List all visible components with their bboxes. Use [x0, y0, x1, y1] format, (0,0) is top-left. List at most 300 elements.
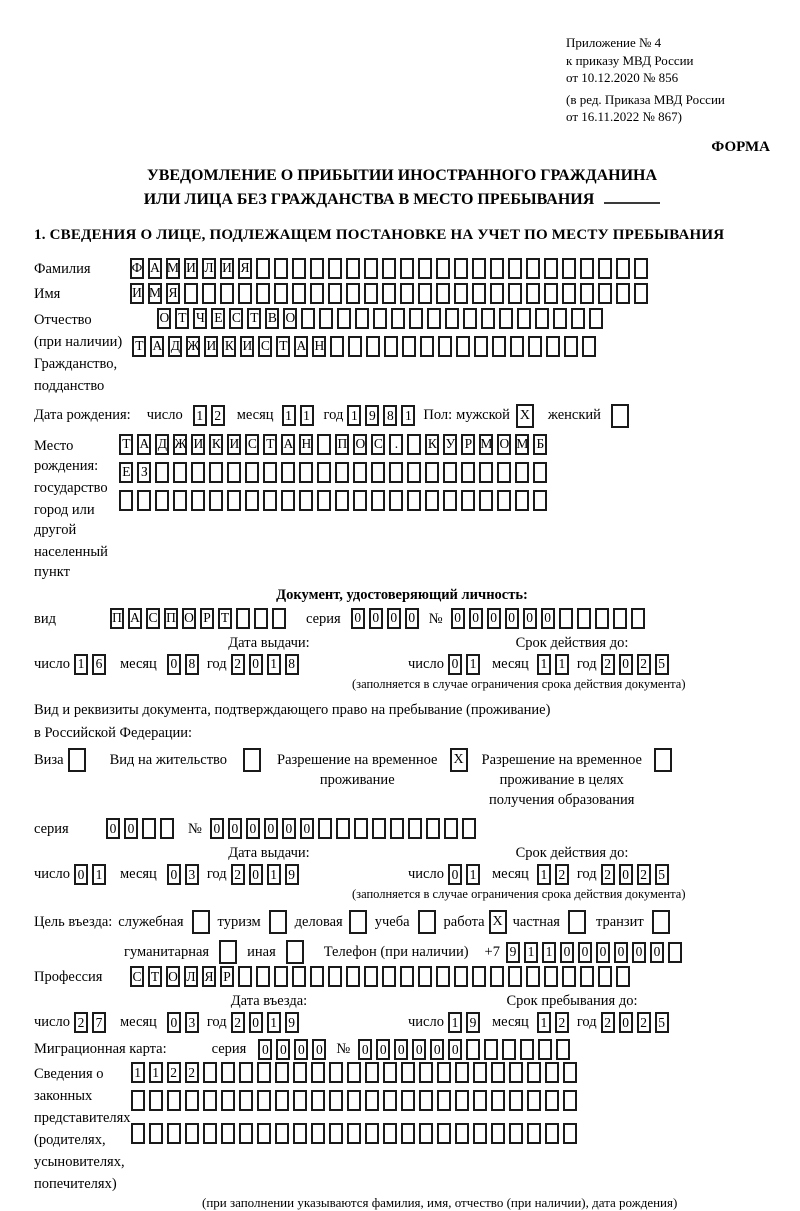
char-cell[interactable]: 0 — [596, 942, 610, 963]
char-cell[interactable]: С — [130, 966, 144, 987]
char-cell[interactable] — [137, 490, 151, 511]
char-cell[interactable] — [301, 308, 315, 329]
char-cell[interactable] — [364, 966, 378, 987]
char-cell[interactable]: О — [182, 608, 196, 629]
char-cell[interactable]: П — [164, 608, 178, 629]
char-cell[interactable] — [317, 462, 331, 483]
char-cell[interactable] — [497, 462, 511, 483]
char-cell[interactable] — [400, 283, 414, 304]
char-cell[interactable]: 0 — [448, 654, 462, 675]
char-cell[interactable] — [389, 490, 403, 511]
char-cell[interactable]: М — [479, 434, 493, 455]
char-cell[interactable]: 0 — [387, 608, 401, 629]
female-checkbox[interactable] — [611, 404, 629, 428]
char-cell[interactable] — [437, 1123, 451, 1144]
char-cell[interactable] — [454, 966, 468, 987]
char-cell[interactable] — [444, 818, 458, 839]
purpose-work-checkbox[interactable]: X — [489, 910, 507, 934]
char-cell[interactable] — [185, 1123, 199, 1144]
char-cell[interactable] — [355, 308, 369, 329]
char-cell[interactable] — [203, 1123, 217, 1144]
char-cell[interactable] — [454, 283, 468, 304]
char-cell[interactable]: Т — [148, 966, 162, 987]
char-cell[interactable]: Р — [220, 966, 234, 987]
char-cell[interactable] — [382, 283, 396, 304]
char-cell[interactable]: 1 — [466, 654, 480, 675]
char-cell[interactable] — [173, 490, 187, 511]
char-cell[interactable] — [472, 283, 486, 304]
char-cell[interactable]: 1 — [537, 654, 551, 675]
char-cell[interactable] — [598, 966, 612, 987]
char-cell[interactable]: 0 — [469, 608, 483, 629]
char-cell[interactable]: 9 — [506, 942, 520, 963]
char-cell[interactable] — [517, 308, 531, 329]
char-cell[interactable]: Ж — [173, 434, 187, 455]
char-cell[interactable] — [419, 1062, 433, 1083]
char-cell[interactable]: 0 — [560, 942, 574, 963]
char-cell[interactable] — [461, 462, 475, 483]
char-cell[interactable] — [382, 258, 396, 279]
char-cell[interactable]: О — [497, 434, 511, 455]
char-cell[interactable] — [479, 490, 493, 511]
char-cell[interactable] — [563, 1090, 577, 1111]
char-cell[interactable] — [238, 283, 252, 304]
char-cell[interactable]: В — [265, 308, 279, 329]
char-cell[interactable] — [408, 818, 422, 839]
char-cell[interactable]: Ф — [130, 258, 144, 279]
char-cell[interactable] — [463, 308, 477, 329]
char-cell[interactable] — [425, 462, 439, 483]
char-cell[interactable]: 5 — [655, 864, 669, 885]
char-cell[interactable]: 0 — [74, 864, 88, 885]
char-cell[interactable] — [613, 608, 627, 629]
char-cell[interactable]: 0 — [210, 818, 224, 839]
char-cell[interactable]: 0 — [619, 654, 633, 675]
char-cell[interactable] — [383, 1123, 397, 1144]
char-cell[interactable] — [209, 462, 223, 483]
char-cell[interactable]: 2 — [555, 1012, 569, 1033]
char-cell[interactable] — [595, 608, 609, 629]
char-cell[interactable] — [456, 336, 470, 357]
char-cell[interactable] — [631, 608, 645, 629]
char-cell[interactable] — [263, 462, 277, 483]
char-cell[interactable] — [384, 336, 398, 357]
char-cell[interactable] — [364, 283, 378, 304]
char-cell[interactable]: 1 — [448, 1012, 462, 1033]
char-cell[interactable] — [371, 462, 385, 483]
char-cell[interactable]: Т — [132, 336, 146, 357]
char-cell[interactable] — [239, 1123, 253, 1144]
char-cell[interactable] — [427, 308, 441, 329]
char-cell[interactable]: Я — [202, 966, 216, 987]
char-cell[interactable] — [582, 336, 596, 357]
char-cell[interactable] — [203, 1090, 217, 1111]
char-cell[interactable] — [336, 818, 350, 839]
char-cell[interactable]: Я — [238, 258, 252, 279]
char-cell[interactable] — [436, 966, 450, 987]
char-cell[interactable] — [407, 434, 421, 455]
char-cell[interactable]: Е — [119, 462, 133, 483]
char-cell[interactable]: 1 — [193, 405, 207, 426]
char-cell[interactable] — [275, 1123, 289, 1144]
char-cell[interactable] — [275, 1090, 289, 1111]
char-cell[interactable] — [598, 258, 612, 279]
char-cell[interactable]: 0 — [412, 1039, 426, 1060]
char-cell[interactable] — [142, 818, 156, 839]
char-cell[interactable]: 9 — [365, 405, 379, 426]
char-cell[interactable]: 1 — [149, 1062, 163, 1083]
char-cell[interactable]: 0 — [376, 1039, 390, 1060]
char-cell[interactable]: К — [222, 336, 236, 357]
char-cell[interactable] — [564, 336, 578, 357]
char-cell[interactable] — [337, 308, 351, 329]
char-cell[interactable]: 1 — [300, 405, 314, 426]
char-cell[interactable] — [520, 1039, 534, 1060]
char-cell[interactable] — [473, 1090, 487, 1111]
char-cell[interactable] — [274, 258, 288, 279]
char-cell[interactable] — [484, 1039, 498, 1060]
char-cell[interactable]: 2 — [74, 1012, 88, 1033]
char-cell[interactable] — [239, 1062, 253, 1083]
char-cell[interactable]: С — [258, 336, 272, 357]
temporary-residence-education-checkbox[interactable] — [654, 748, 672, 772]
purpose-tourism-checkbox[interactable] — [269, 910, 287, 934]
char-cell[interactable] — [299, 462, 313, 483]
char-cell[interactable] — [310, 966, 324, 987]
char-cell[interactable] — [346, 258, 360, 279]
char-cell[interactable] — [221, 1062, 235, 1083]
char-cell[interactable]: 0 — [124, 818, 138, 839]
char-cell[interactable] — [373, 308, 387, 329]
char-cell[interactable] — [401, 1062, 415, 1083]
char-cell[interactable] — [553, 308, 567, 329]
char-cell[interactable]: О — [166, 966, 180, 987]
char-cell[interactable] — [329, 1090, 343, 1111]
char-cell[interactable] — [420, 336, 434, 357]
char-cell[interactable] — [472, 966, 486, 987]
char-cell[interactable] — [528, 336, 542, 357]
char-cell[interactable] — [526, 283, 540, 304]
char-cell[interactable] — [545, 1062, 559, 1083]
char-cell[interactable] — [335, 490, 349, 511]
char-cell[interactable] — [473, 1123, 487, 1144]
char-cell[interactable]: 0 — [249, 864, 263, 885]
char-cell[interactable]: И — [240, 336, 254, 357]
char-cell[interactable] — [526, 258, 540, 279]
char-cell[interactable]: 1 — [74, 654, 88, 675]
char-cell[interactable]: 1 — [267, 864, 281, 885]
char-cell[interactable]: Е — [211, 308, 225, 329]
char-cell[interactable] — [366, 336, 380, 357]
char-cell[interactable]: А — [281, 434, 295, 455]
char-cell[interactable] — [515, 490, 529, 511]
char-cell[interactable]: 0 — [614, 942, 628, 963]
char-cell[interactable]: 9 — [285, 1012, 299, 1033]
char-cell[interactable] — [562, 258, 576, 279]
char-cell[interactable]: А — [128, 608, 142, 629]
char-cell[interactable]: И — [191, 434, 205, 455]
char-cell[interactable] — [329, 1123, 343, 1144]
char-cell[interactable] — [209, 490, 223, 511]
char-cell[interactable] — [479, 462, 493, 483]
char-cell[interactable] — [616, 283, 630, 304]
char-cell[interactable] — [562, 283, 576, 304]
char-cell[interactable] — [274, 966, 288, 987]
char-cell[interactable] — [281, 462, 295, 483]
char-cell[interactable] — [438, 336, 452, 357]
char-cell[interactable]: 8 — [285, 654, 299, 675]
char-cell[interactable] — [545, 1090, 559, 1111]
char-cell[interactable]: И — [220, 258, 234, 279]
char-cell[interactable] — [544, 283, 558, 304]
char-cell[interactable] — [445, 308, 459, 329]
char-cell[interactable] — [184, 283, 198, 304]
char-cell[interactable]: Б — [533, 434, 547, 455]
char-cell[interactable] — [401, 1123, 415, 1144]
char-cell[interactable]: 1 — [92, 864, 106, 885]
char-cell[interactable]: Н — [299, 434, 313, 455]
char-cell[interactable]: 0 — [294, 1039, 308, 1060]
char-cell[interactable] — [149, 1123, 163, 1144]
char-cell[interactable]: 2 — [231, 864, 245, 885]
char-cell[interactable] — [191, 490, 205, 511]
char-cell[interactable] — [221, 1090, 235, 1111]
char-cell[interactable]: И — [130, 283, 144, 304]
char-cell[interactable]: 0 — [619, 864, 633, 885]
char-cell[interactable]: 2 — [637, 654, 651, 675]
char-cell[interactable] — [347, 1062, 361, 1083]
char-cell[interactable] — [436, 258, 450, 279]
char-cell[interactable]: 1 — [131, 1062, 145, 1083]
char-cell[interactable]: 0 — [619, 1012, 633, 1033]
char-cell[interactable]: Я — [166, 283, 180, 304]
char-cell[interactable]: 1 — [542, 942, 556, 963]
char-cell[interactable]: 0 — [249, 1012, 263, 1033]
char-cell[interactable] — [227, 462, 241, 483]
char-cell[interactable] — [515, 462, 529, 483]
purpose-private-checkbox[interactable] — [568, 910, 586, 934]
char-cell[interactable] — [256, 966, 270, 987]
char-cell[interactable] — [455, 1062, 469, 1083]
char-cell[interactable]: 0 — [351, 608, 365, 629]
char-cell[interactable] — [257, 1090, 271, 1111]
char-cell[interactable] — [245, 462, 259, 483]
char-cell[interactable]: 0 — [448, 1039, 462, 1060]
char-cell[interactable] — [347, 1123, 361, 1144]
char-cell[interactable] — [407, 462, 421, 483]
male-checkbox[interactable]: X — [516, 404, 534, 428]
char-cell[interactable]: Ч — [193, 308, 207, 329]
char-cell[interactable]: 1 — [524, 942, 538, 963]
char-cell[interactable]: Д — [155, 434, 169, 455]
char-cell[interactable]: 1 — [267, 654, 281, 675]
char-cell[interactable] — [418, 966, 432, 987]
char-cell[interactable] — [330, 336, 344, 357]
char-cell[interactable]: А — [294, 336, 308, 357]
char-cell[interactable] — [526, 966, 540, 987]
char-cell[interactable]: 2 — [601, 864, 615, 885]
char-cell[interactable] — [580, 283, 594, 304]
char-cell[interactable] — [509, 1123, 523, 1144]
char-cell[interactable]: 2 — [185, 1062, 199, 1083]
char-cell[interactable] — [365, 1123, 379, 1144]
char-cell[interactable] — [527, 1123, 541, 1144]
char-cell[interactable] — [155, 462, 169, 483]
char-cell[interactable] — [443, 462, 457, 483]
char-cell[interactable] — [236, 608, 250, 629]
char-cell[interactable] — [402, 336, 416, 357]
char-cell[interactable]: 0 — [632, 942, 646, 963]
char-cell[interactable]: 0 — [167, 654, 181, 675]
char-cell[interactable] — [317, 434, 331, 455]
char-cell[interactable] — [436, 283, 450, 304]
char-cell[interactable]: 1 — [537, 864, 551, 885]
char-cell[interactable]: 1 — [267, 1012, 281, 1033]
char-cell[interactable]: П — [110, 608, 124, 629]
char-cell[interactable]: 0 — [405, 608, 419, 629]
char-cell[interactable]: А — [150, 336, 164, 357]
char-cell[interactable] — [383, 1090, 397, 1111]
char-cell[interactable]: 0 — [451, 608, 465, 629]
char-cell[interactable] — [418, 258, 432, 279]
char-cell[interactable] — [535, 308, 549, 329]
char-cell[interactable]: 0 — [300, 818, 314, 839]
char-cell[interactable] — [293, 1062, 307, 1083]
char-cell[interactable] — [491, 1090, 505, 1111]
char-cell[interactable]: 0 — [369, 608, 383, 629]
char-cell[interactable] — [527, 1062, 541, 1083]
char-cell[interactable]: М — [166, 258, 180, 279]
char-cell[interactable]: Л — [184, 966, 198, 987]
char-cell[interactable] — [563, 1123, 577, 1144]
char-cell[interactable] — [319, 308, 333, 329]
char-cell[interactable]: О — [283, 308, 297, 329]
char-cell[interactable] — [490, 258, 504, 279]
char-cell[interactable] — [462, 818, 476, 839]
char-cell[interactable] — [292, 258, 306, 279]
char-cell[interactable] — [454, 258, 468, 279]
char-cell[interactable] — [426, 818, 440, 839]
char-cell[interactable]: 2 — [231, 654, 245, 675]
char-cell[interactable] — [538, 1039, 552, 1060]
char-cell[interactable] — [389, 462, 403, 483]
char-cell[interactable]: З — [137, 462, 151, 483]
char-cell[interactable] — [292, 283, 306, 304]
char-cell[interactable]: О — [353, 434, 367, 455]
char-cell[interactable] — [257, 1062, 271, 1083]
char-cell[interactable]: Ж — [186, 336, 200, 357]
char-cell[interactable] — [418, 283, 432, 304]
char-cell[interactable] — [546, 336, 560, 357]
char-cell[interactable] — [346, 966, 360, 987]
char-cell[interactable] — [311, 1123, 325, 1144]
char-cell[interactable] — [544, 258, 558, 279]
char-cell[interactable]: 0 — [228, 818, 242, 839]
char-cell[interactable]: 5 — [655, 1012, 669, 1033]
char-cell[interactable]: Н — [312, 336, 326, 357]
char-cell[interactable] — [119, 490, 133, 511]
char-cell[interactable] — [668, 942, 682, 963]
char-cell[interactable] — [490, 966, 504, 987]
char-cell[interactable]: 3 — [185, 1012, 199, 1033]
char-cell[interactable] — [167, 1123, 181, 1144]
char-cell[interactable]: 0 — [167, 864, 181, 885]
char-cell[interactable]: 1 — [347, 405, 361, 426]
char-cell[interactable] — [372, 818, 386, 839]
char-cell[interactable] — [256, 258, 270, 279]
char-cell[interactable] — [409, 308, 423, 329]
char-cell[interactable] — [580, 966, 594, 987]
char-cell[interactable]: К — [425, 434, 439, 455]
char-cell[interactable]: Л — [202, 258, 216, 279]
char-cell[interactable] — [544, 966, 558, 987]
residence-permit-checkbox[interactable] — [243, 748, 261, 772]
char-cell[interactable] — [466, 1039, 480, 1060]
char-cell[interactable] — [598, 283, 612, 304]
char-cell[interactable] — [364, 258, 378, 279]
char-cell[interactable]: 1 — [555, 654, 569, 675]
char-cell[interactable] — [563, 1062, 577, 1083]
char-cell[interactable] — [497, 490, 511, 511]
char-cell[interactable] — [437, 1090, 451, 1111]
char-cell[interactable] — [492, 336, 506, 357]
char-cell[interactable]: А — [137, 434, 151, 455]
char-cell[interactable] — [348, 336, 362, 357]
char-cell[interactable] — [473, 1062, 487, 1083]
char-cell[interactable]: 9 — [285, 864, 299, 885]
char-cell[interactable] — [274, 283, 288, 304]
char-cell[interactable]: Д — [168, 336, 182, 357]
char-cell[interactable] — [390, 818, 404, 839]
char-cell[interactable] — [589, 308, 603, 329]
char-cell[interactable] — [481, 308, 495, 329]
char-cell[interactable]: Т — [247, 308, 261, 329]
char-cell[interactable] — [299, 490, 313, 511]
char-cell[interactable] — [353, 462, 367, 483]
char-cell[interactable] — [311, 1062, 325, 1083]
char-cell[interactable] — [491, 1123, 505, 1144]
char-cell[interactable] — [281, 490, 295, 511]
char-cell[interactable]: 7 — [92, 1012, 106, 1033]
char-cell[interactable]: 0 — [650, 942, 664, 963]
char-cell[interactable]: 2 — [555, 864, 569, 885]
char-cell[interactable] — [577, 608, 591, 629]
char-cell[interactable] — [407, 490, 421, 511]
char-cell[interactable] — [365, 1062, 379, 1083]
char-cell[interactable]: У — [443, 434, 457, 455]
char-cell[interactable]: 9 — [466, 1012, 480, 1033]
char-cell[interactable] — [254, 608, 268, 629]
char-cell[interactable] — [580, 258, 594, 279]
char-cell[interactable]: С — [371, 434, 385, 455]
char-cell[interactable] — [328, 258, 342, 279]
char-cell[interactable] — [310, 283, 324, 304]
char-cell[interactable] — [365, 1090, 379, 1111]
char-cell[interactable]: 2 — [637, 1012, 651, 1033]
char-cell[interactable]: 0 — [276, 1039, 290, 1060]
char-cell[interactable] — [383, 1062, 397, 1083]
purpose-business-checkbox[interactable] — [349, 910, 367, 934]
char-cell[interactable] — [509, 1090, 523, 1111]
char-cell[interactable]: 8 — [185, 654, 199, 675]
char-cell[interactable] — [499, 308, 513, 329]
char-cell[interactable] — [221, 1123, 235, 1144]
char-cell[interactable]: . — [389, 434, 403, 455]
char-cell[interactable] — [508, 966, 522, 987]
char-cell[interactable]: И — [227, 434, 241, 455]
char-cell[interactable] — [347, 1090, 361, 1111]
char-cell[interactable] — [491, 1062, 505, 1083]
